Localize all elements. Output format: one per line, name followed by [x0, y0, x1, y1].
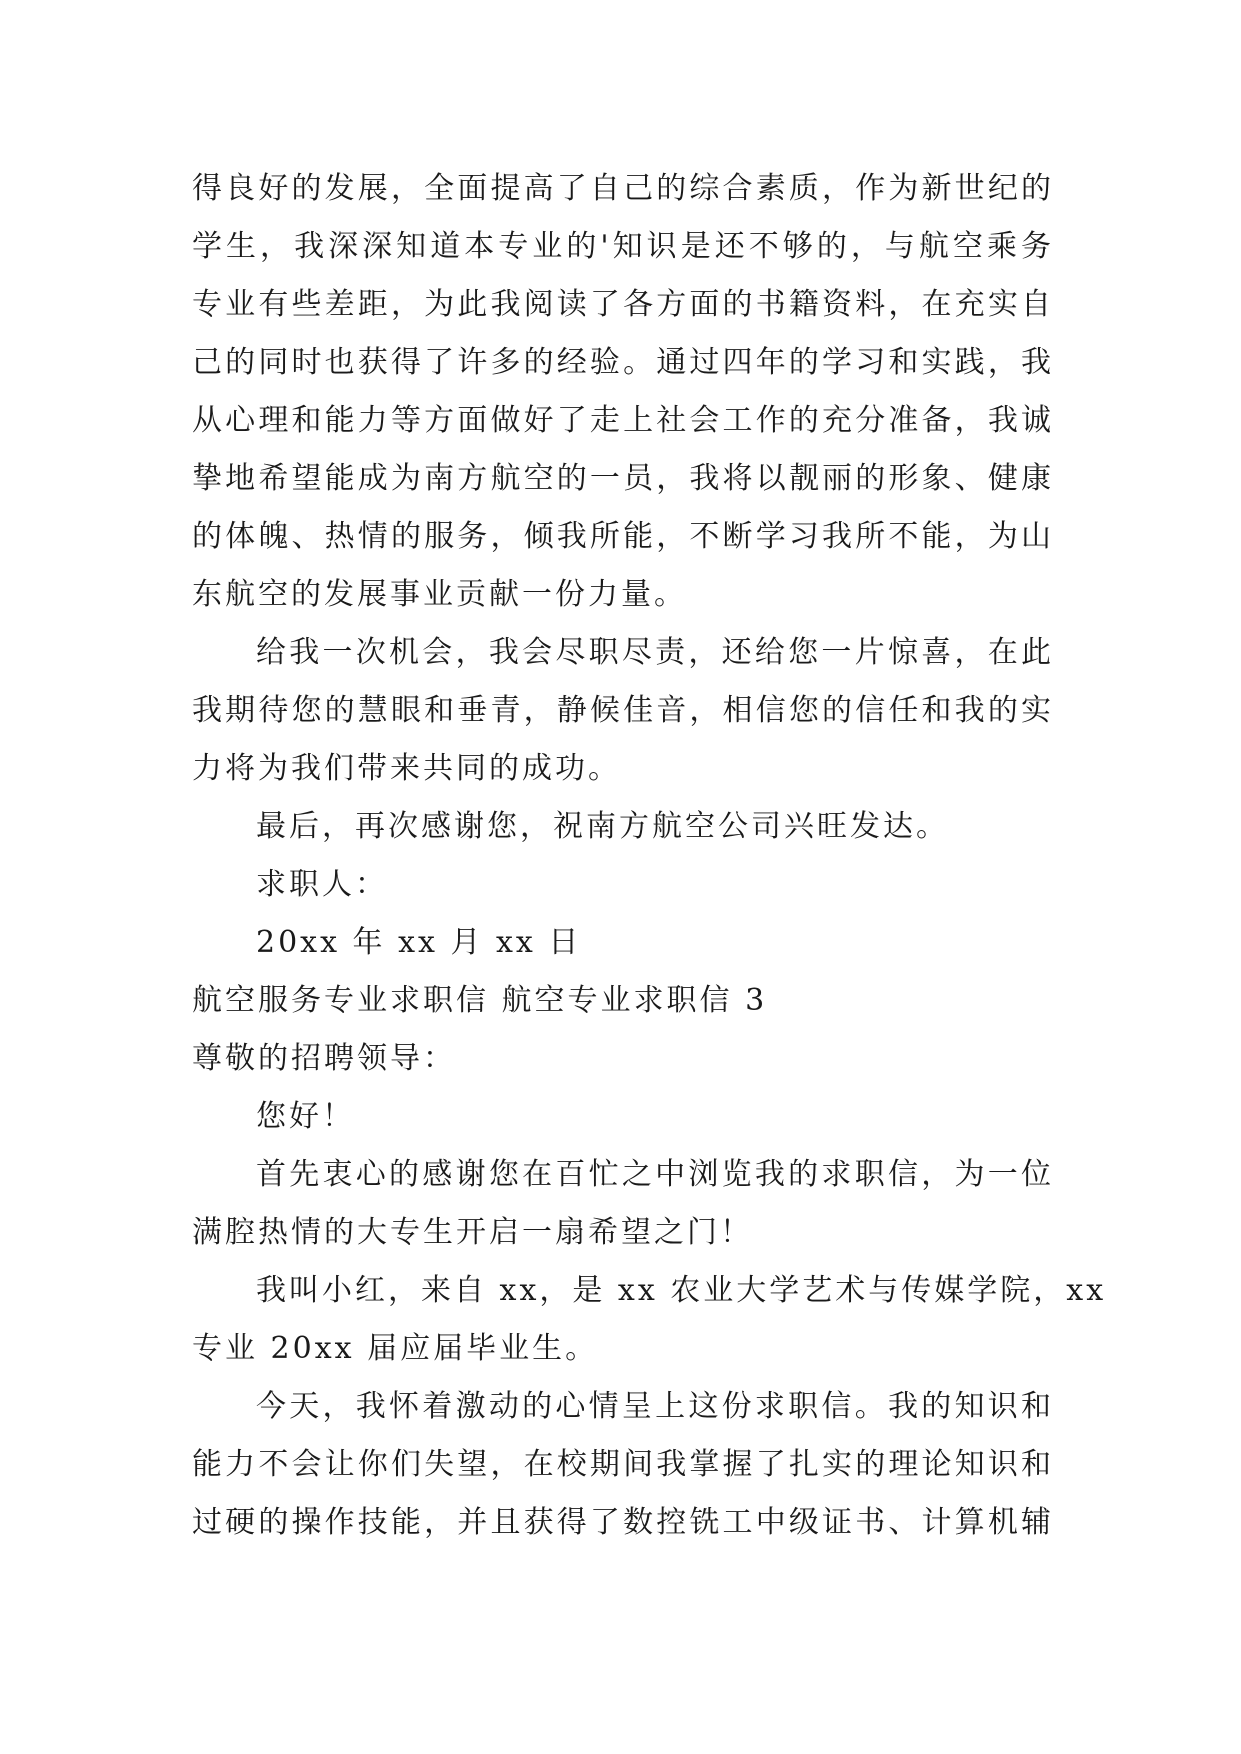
text-line: 航空服务专业求职信 航空专业求职信 3: [192, 983, 768, 1018]
text-line: 给我一次机会，我会尽职尽责，还给您一片惊喜，在此: [256, 635, 1054, 670]
text-line: 专业有些差距，为此我阅读了各方面的书籍资料，在充实自: [192, 287, 1054, 322]
text-line: 求职人：: [256, 867, 388, 902]
text-line: 的体魄、热情的服务，倾我所能，不断学习我所不能，为山: [192, 519, 1054, 554]
text-line: 今天，我怀着激动的心情呈上这份求职信。我的知识和: [256, 1389, 1054, 1424]
text-line: 己的同时也获得了许多的经验。通过四年的学习和实践，我: [192, 345, 1054, 380]
text-line: 我期待您的慧眼和垂青，静候佳音，相信您的信任和我的实: [192, 693, 1054, 728]
text-line: 我叫小红，来自 xx，是 xx 农业大学艺术与传媒学院，xx: [256, 1273, 1107, 1308]
text-line: 力将为我们带来共同的成功。: [192, 751, 621, 786]
text-line: 东航空的发展事业贡献一份力量。: [192, 577, 687, 612]
text-line: 首先衷心的感谢您在百忙之中浏览我的求职信，为一位: [256, 1157, 1054, 1192]
text-line: 20xx 年 xx 月 xx 日: [256, 925, 582, 960]
text-line: 从心理和能力等方面做好了走上社会工作的充分准备，我诚: [192, 403, 1054, 438]
text-line: 专业 20xx 届应届毕业生。: [192, 1331, 599, 1366]
text-line: 尊敬的招聘领导：: [192, 1041, 456, 1076]
text-line: 挚地希望能成为南方航空的一员，我将以靓丽的形象、健康: [192, 461, 1054, 496]
text-line: 能力不会让你们失望，在校期间我掌握了扎实的理论知识和: [192, 1447, 1054, 1482]
text-line: 您好！: [256, 1099, 355, 1134]
text-line: 学生，我深深知道本专业的'知识是还不够的，与航空乘务: [192, 229, 1054, 264]
text-line: 满腔热情的大专生开启一扇希望之门！: [192, 1215, 753, 1250]
text-line: 过硬的操作技能，并且获得了数控铣工中级证书、计算机辅: [192, 1505, 1054, 1540]
text-line: 最后，再次感谢您，祝南方航空公司兴旺发达。: [256, 809, 949, 844]
document-body: [192, 160, 1107, 1552]
text-line: 得良好的发展，全面提高了自己的综合素质，作为新世纪的: [192, 171, 1054, 206]
